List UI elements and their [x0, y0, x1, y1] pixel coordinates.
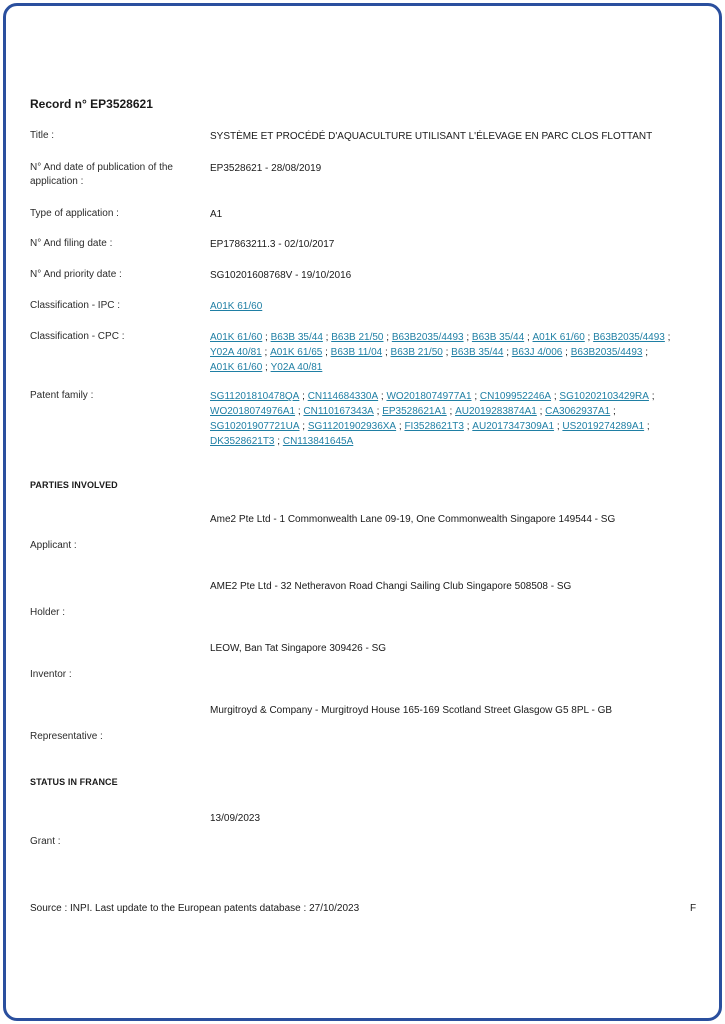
classification-link[interactable]: DK3528621T3 [210, 436, 275, 447]
classification-link[interactable]: CN109952246A [479, 391, 552, 402]
classification-link[interactable]: CA3062937A1 [545, 406, 611, 417]
link-separator: ; [274, 436, 283, 447]
classification-link[interactable]: SG11201902936XA [307, 421, 397, 432]
classification-link[interactable]: EP3528621A1 [382, 406, 447, 417]
family-label: Patent family : [30, 390, 94, 401]
section-parties-heading: PARTIES INVOLVED [30, 480, 118, 490]
holder-label: Holder : [30, 607, 66, 618]
inventor-label: Inventor : [30, 669, 72, 680]
classification-link[interactable]: B63B 35/44 [270, 332, 323, 343]
classification-link[interactable]: A01K 61/65 [270, 347, 323, 358]
link-separator: ; [610, 406, 619, 417]
link-separator: ; [642, 347, 651, 358]
link-separator: ; [262, 362, 271, 373]
classification-link[interactable]: B63B 35/44 [471, 332, 525, 343]
record-title: Record n° EP3528621 [30, 97, 153, 111]
link-separator: ; [536, 406, 546, 417]
classification-link[interactable]: B63B 35/44 [451, 347, 504, 358]
title-value: SYSTÈME ET PROCÉDÉ D'AQUACULTURE UTILISANT L'ÉLEVAGE EN PARC CLOS FLOTTANT [210, 131, 653, 142]
link-separator: ; [382, 347, 391, 358]
priority-value: SG10201608768V - 19/10/2016 [210, 270, 352, 281]
link-separator: ; [322, 332, 332, 343]
grant-value: 13/09/2023 [210, 813, 261, 824]
classification-link[interactable]: AU2017347309A1 [472, 421, 555, 432]
link-separator: ; [471, 391, 480, 402]
representative-value: Murgitroyd & Company - Murgitroyd House 165-169 Scotland Street Glasgow G5 8PL - GB [210, 705, 613, 716]
classification-link[interactable]: B63J 4/006 [511, 347, 563, 358]
link-separator: ; [295, 406, 304, 417]
ipc-label: Classification - IPC : [30, 300, 121, 311]
link-separator: ; [648, 391, 658, 402]
link-separator: ; [261, 347, 271, 358]
link-separator: ; [644, 421, 653, 432]
link-separator: ; [383, 332, 392, 343]
classification-link[interactable]: A01K 61/60 [210, 362, 263, 373]
classification-link[interactable]: SG10202103429RA [559, 391, 649, 402]
link-separator: ; [524, 332, 533, 343]
holder-value: AME2 Pte Ltd - 32 Netheravon Road Changi Sailing Club Singapore 508508 - SG [210, 581, 572, 592]
type-value: A1 [210, 209, 223, 220]
link-separator: ; [299, 391, 308, 402]
link-separator: ; [503, 347, 512, 358]
source-footer: Source : INPI. Last update to the European patents database : 27/10/2023 [30, 903, 360, 914]
classification-link[interactable]: B63B 21/50 [331, 332, 384, 343]
applicant-label: Applicant : [30, 540, 77, 551]
inventor-value: LEOW, Ban Tat Singapore 309426 - SG [210, 643, 387, 654]
type-label: Type of application : [30, 208, 119, 219]
classification-link[interactable]: CN113841645A [282, 436, 354, 447]
classification-link[interactable]: A01K 61/60 [210, 332, 263, 343]
classification-link[interactable]: Y02A 40/81 [210, 347, 262, 358]
family-links [210, 389, 700, 449]
classification-link[interactable]: B63B2035/4493 [391, 332, 464, 343]
classification-link[interactable]: SG10201907721UA [210, 421, 300, 432]
classification-link[interactable]: Y02A 40/81 [270, 362, 323, 373]
link-separator: ; [446, 406, 456, 417]
link-separator: ; [664, 332, 674, 343]
link-separator: ; [378, 391, 387, 402]
stray-character: F [690, 903, 697, 914]
publication-value: EP3528621 - 28/08/2019 [210, 163, 322, 174]
ipc-links [210, 299, 700, 314]
classification-link[interactable]: A01K 61/60 [532, 332, 585, 343]
representative-label: Representative : [30, 731, 103, 742]
classification-link[interactable]: FI3528621T3 [404, 421, 464, 432]
title-label: Title : [30, 130, 55, 141]
classification-link[interactable]: CN114684330A [307, 391, 379, 402]
applicant-value: Ame2 Pte Ltd - 1 Commonwealth Lane 09-19, One Commonwealth Singapore 149544 - SG [210, 514, 616, 525]
publication-label: N° And date of publication of the application : [30, 162, 173, 187]
classification-link[interactable]: SG11201810478QA [210, 391, 300, 402]
grant-label: Grant : [30, 836, 61, 847]
link-separator: ; [584, 332, 594, 343]
link-separator: ; [554, 421, 563, 432]
classification-link[interactable]: CN110167343A [303, 406, 374, 417]
link-separator: ; [442, 347, 452, 358]
cpc-links [210, 330, 700, 375]
classification-link[interactable]: US2019274289A1 [562, 421, 645, 432]
link-separator: ; [396, 421, 405, 432]
link-separator: ; [551, 391, 560, 402]
section-status-heading: STATUS IN FRANCE [30, 777, 118, 787]
classification-link[interactable]: WO2018074976A1 [210, 406, 296, 417]
link-separator: ; [373, 406, 383, 417]
priority-label: N° And priority date : [30, 269, 122, 280]
classification-link[interactable]: B63B2035/4493 [593, 332, 665, 343]
link-separator: ; [562, 347, 571, 358]
link-separator: ; [299, 421, 308, 432]
classification-link[interactable]: B63B2035/4493 [570, 347, 643, 358]
link-separator: ; [463, 421, 473, 432]
classification-link[interactable]: WO2018074977A1 [386, 391, 472, 402]
classification-link[interactable]: B63B 21/50 [390, 347, 443, 358]
classification-link[interactable]: AU2019283874A1 [455, 406, 537, 417]
cpc-label: Classification - CPC : [30, 331, 125, 342]
filing-label: N° And filing date : [30, 238, 113, 249]
link-separator: ; [322, 347, 331, 358]
classification-link[interactable]: B63B 11/04 [330, 347, 383, 358]
link-separator: ; [463, 332, 472, 343]
link-separator: ; [262, 332, 271, 343]
classification-link[interactable]: A01K 61/60 [210, 301, 263, 312]
filing-value: EP17863211.3 - 02/10/2017 [210, 239, 335, 250]
